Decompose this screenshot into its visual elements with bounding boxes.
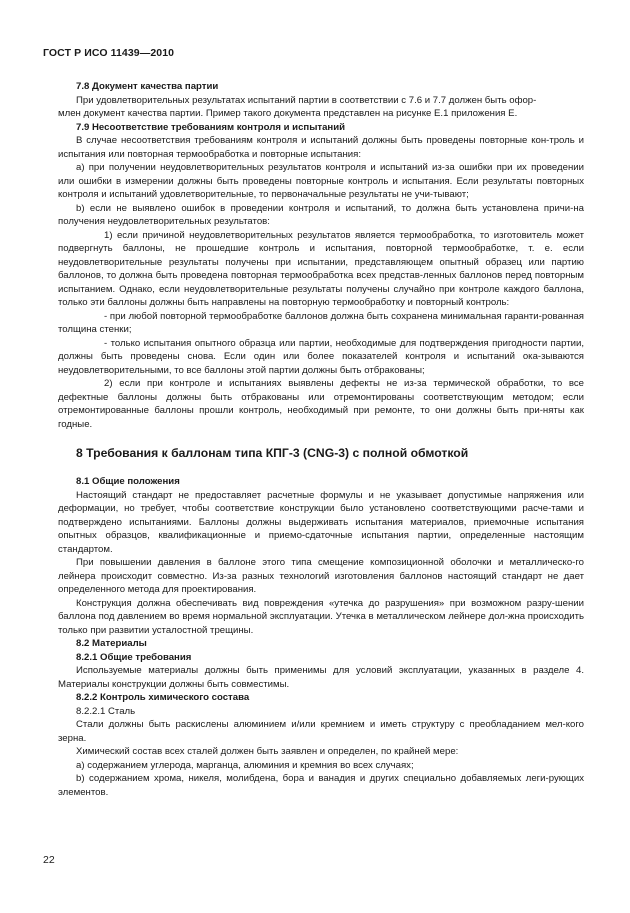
section-8-2-1-paragraph: Используемые материалы должны быть применимы для условий эксплуатации, указанных в разделе 4. Материалы конструкции должны быть совместимы.: [58, 665, 584, 690]
section-7-9-item-b: b) если не выявлено ошибок в проведении контроля и испытаний, то должна быть установлена причи-на получения неудовлетворительных результатов:: [58, 202, 584, 227]
document-code-header: ГОСТ Р ИСО 11439—2010: [43, 47, 175, 59]
section-7-9-item-a: а) при получении неудовлетворительных результатов контроля и испытаний из-за ошибки при их проведении или ошибки в измерении должны быть проведены повторные контроль и испытания. Если результаты повторных контроля и испытаний удовлетворительные, то первоначальные результаты не учи-тывают;: [58, 162, 584, 200]
section-8-1-heading: 8.1 Общие положения: [76, 476, 180, 487]
section-7-9-intro: В случае несоответствия требованиям контроля и испытаний должны быть проведены повторные кон-троль и испытания или повторная термообработка и повторные испытания:: [58, 135, 584, 160]
document-body: [58, 80, 584, 799]
section-7-8-heading: 7.8 Документ качества партии: [76, 81, 219, 92]
section-7-9-dash-item-1: - при любой повторной термообработке баллонов должна быть сохранена минимальная гаранти-рованная толщина стенки;: [58, 310, 584, 335]
section-8-heading: 8 Требования к баллонам типа КПГ-3 (CNG-3) с полной обмоткой: [76, 446, 469, 460]
section-8-1-paragraph-3: Конструкция должна обеспечивать вид повреждения «утечка до разрушения» при возможном разру-шении баллона под давлением во время нормальной эксплуатации. Утечка в металлическом лейнере дол-жна происходить только при развитии усталостной трещины.: [58, 597, 584, 636]
section-8-2-2-heading: 8.2.2 Контроль химического состава: [76, 692, 250, 703]
section-7-9-heading: 7.9 Несоответствие требованиям контроля и испытаний: [76, 121, 346, 133]
section-8-2-2-1-paragraph-1: Стали должны быть раскислены алюминием и/или кремнием и иметь структуру с преобладанием мел-кого зерна.: [58, 719, 584, 744]
section-7-9-dash-item-2: - только испытания опытного образца или партии, необходимые для подтверждения пригодности партии, должны быть проведены снова. Если один или более показателей контроля и испытаний ока-зываются неудовлетворительными, то все баллоны этой партии должны быть отбракованы;: [58, 337, 584, 376]
page-number: 22: [43, 854, 55, 866]
section-7-9-item-b2: 2) если при контроле и испытаниях выявлены дефекты не из-за термической обработки, то все дефектные баллоны должны быть отбракованы или отремонтированы соответствующим методом; если отремонтированные баллоны прошли контроль, необходимый при ремонте, то они должны быть при-няты как годные.: [58, 378, 584, 430]
section-7-8-paragraph: При удовлетворительных результатах испытаний партии в соответствии с 7.6 и 7.7 должен быть офор- млен документ качества партии. Пример такого документа представлен на рисунке Е.1 приложения Е.: [58, 94, 537, 119]
section-8-1-paragraph-1: Настоящий стандарт не предоставляет расчетные формулы и не указывает допустимые напряжения или деформации, но требует, чтобы соответствие конструкции было установлено соответствующими расче-тами и подтверждено испытаниями. Баллоны должны выдерживать испытания материалов, приемочные испытания опытных образцов, квалификационные и приемо-сдаточные испытания партии, определенные настоящим стандартом.: [58, 489, 584, 555]
section-8-2-2-1-paragraph-2: Химический состав всех сталей должен быть заявлен и определен, по крайней мере:: [76, 746, 459, 757]
section-7-9-item-b1: 1) если причиной неудовлетворительных результатов является термообработка, то изготовитель может подвергнуть баллоны, не прошедшие контроль и испытания, повторной термообработке, т. е. если неудовлетворительные результаты получены при испытании, представляющем опытный образец или партию баллонов, то должна быть проведена повторная термообработка всех представ-ленных баллонов перед повторным испытанием. Однако, если неудовлетворительные результаты получены случайно при контроле каждого баллона, только эти баллоны должны быть направлены на повторную термообработку и повторный контроль:: [58, 229, 584, 308]
section-8-2-heading: 8.2 Материалы: [76, 638, 147, 649]
section-8-2-1-heading: 8.2.1 Общие требования: [76, 651, 192, 663]
section-8-2-2-1-heading: 8.2.2.1 Сталь: [76, 705, 136, 717]
section-8-2-2-1-item-b: b) содержанием хрома, никеля, молибдена, бора и ванадия и других специально добавляемых леги-рующих элементов.: [58, 773, 584, 798]
section-8-2-2-1-item-a: а) содержанием углерода, марганца, алюминия и кремния во всех случаях;: [76, 759, 414, 771]
section-8-1-paragraph-2: При повышении давления в баллоне этого типа смещение композиционной оболочки и металлическо-го лейнера происходит совместно. Из-за разных технологий изготовления баллонов настоящий стандарт не дает определенного метода для проектирования.: [58, 557, 584, 595]
